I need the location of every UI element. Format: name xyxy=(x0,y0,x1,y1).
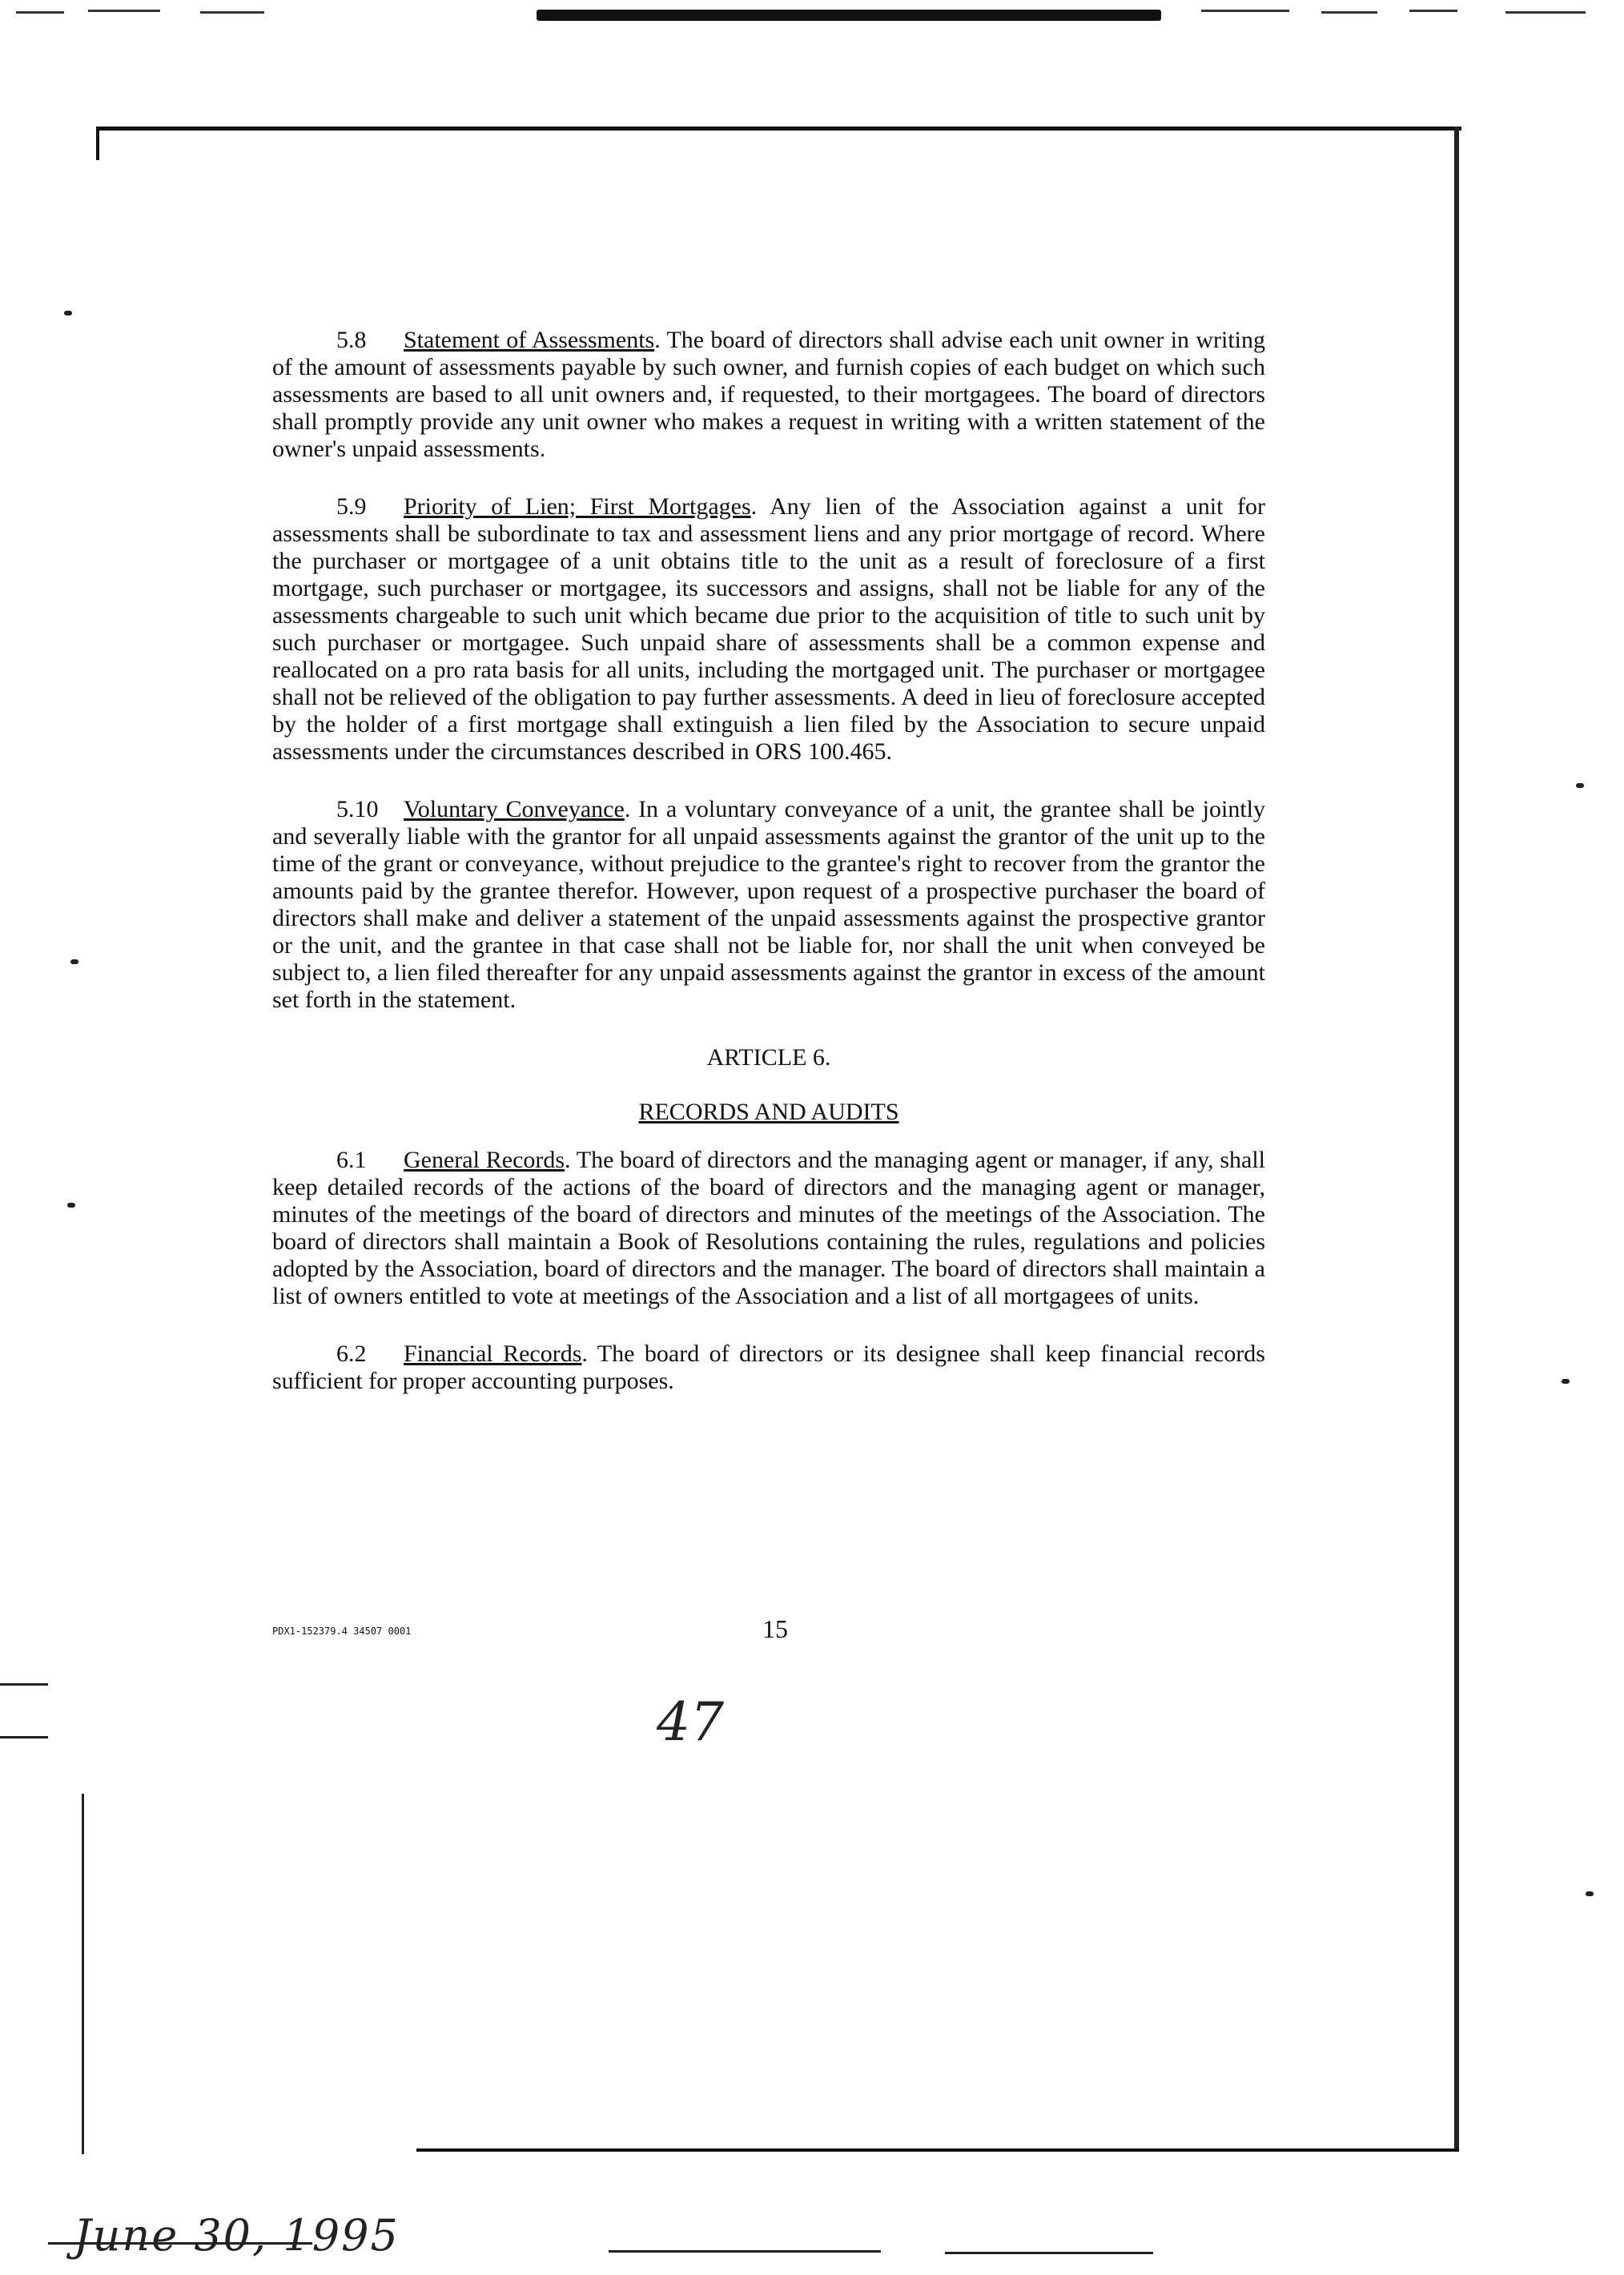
section-5-10 xyxy=(272,796,1265,1014)
section-number: 6.1 xyxy=(336,1147,367,1173)
scan-artifact-speck xyxy=(1576,783,1584,788)
scan-artifact-dash xyxy=(1505,11,1586,14)
section-text: . In a voluntary conveyance of a unit, the grantee shall be jointly and severally liable with the grantor for all unpaid assessments against the grantor of the unit up to the time of the grant or conveyance, without prejudice to the grantee's right to recover from the grantor the amounts paid by the grantee therefor. However, upon request of a prospective purchaser the board of directors shall make and deliver a statement of the unpaid assessments against the prospective grantor or the unit, and the grantee in that case shall not be liable for, nor shall the unit when conveyed be subject to, a lien filed thereafter for any unpaid assessments against the grantor in excess of the amount set forth in the statement. xyxy=(272,796,1265,1013)
scan-artifact-line xyxy=(0,1736,48,1738)
section-6-2 xyxy=(272,1340,1265,1395)
handwritten-date: June 30, 1995 xyxy=(74,2210,400,2261)
article-label: ARTICLE 6. xyxy=(706,1044,831,1071)
scan-artifact-dash xyxy=(1201,10,1289,12)
section-number: 5.8 xyxy=(336,327,367,353)
section-heading: Voluntary Conveyance xyxy=(404,796,625,822)
section-text: . The board of directors or its designee shall keep financial records sufficient for proper accounting purposes. xyxy=(272,1340,1265,1394)
scan-artifact-speck xyxy=(70,959,78,964)
section-heading: General Records xyxy=(404,1147,565,1173)
handwritten-page-mark: 47 xyxy=(657,1691,724,1753)
scan-artifact-dash xyxy=(16,11,64,14)
page-number: 15 xyxy=(762,1614,788,1643)
scan-artifact-speck xyxy=(1562,1379,1570,1384)
section-5-9 xyxy=(272,493,1265,766)
page-frame-bottom xyxy=(416,2148,1459,2152)
section-heading: Financial Records xyxy=(404,1340,582,1367)
section-number: 6.2 xyxy=(336,1340,367,1367)
page-frame-left xyxy=(96,127,99,160)
scan-artifact-line xyxy=(0,1683,48,1686)
document-body xyxy=(272,327,1265,1425)
section-6-1 xyxy=(272,1147,1265,1310)
section-number: 5.10 xyxy=(336,796,379,822)
scan-artifact-bar xyxy=(537,10,1161,21)
page-frame-top xyxy=(96,127,1461,131)
section-text: . The board of directors shall advise each unit owner in writing of the amount of assessments payable by such owner, and furnish copies of each budget on which such assessments are based to all unit owners and, if requested, to their mortgagees. The board of directors shall promptly provide any unit owner who makes a request in writing with a written statement of the owner's unpaid assessments. xyxy=(272,327,1265,462)
article-title: RECORDS AND AUDITS xyxy=(638,1099,899,1125)
scan-artifact-dash xyxy=(88,10,160,12)
scan-artifact-dash xyxy=(1321,11,1377,14)
scan-artifact-speck xyxy=(64,311,72,316)
section-text: . The board of directors and the managing agent or manager, if any, shall keep detailed records of the actions of the board of directors and the managing agent or manager, minutes of the meetings of the board of directors and minutes of the meetings of the Association. The board of directors shall maintain a Book of Resolutions containing the rules, regulations and policies adopted by the Association, board of directors and the manager. The board of directors shall maintain a list of owners entitled to vote at meetings of the Association and a list of all mortgagees of units. xyxy=(272,1147,1265,1309)
scan-artifact-line xyxy=(945,2252,1153,2254)
section-heading: Statement of Assessments xyxy=(404,327,655,353)
page-frame-right xyxy=(1454,127,1459,2148)
document-code: PDX1-152379.4 34507 0001 xyxy=(272,1626,412,1637)
section-5-8 xyxy=(272,327,1265,463)
scan-artifact-dash xyxy=(200,11,264,14)
section-text: . Any lien of the Association against a unit for assessments shall be subordinate to tax and assessment liens and any prior mortgage of record. Where the purchaser or mortgagee of a unit obtains title to the unit as a result of foreclosure of a first mortgage, such purchaser or mortgagee, its successors and assigns, shall not be liable for any of the assessments chargeable to such unit which became due prior to the acquisition of title to such unit by such purchaser or mortgagee. Such unpaid share of assessments shall be a common expense and reallocated on a pro rata basis for all units, including the mortgaged unit. The purchaser or mortgagee shall not be relieved of the obligation to pay further assessments. A deed in lieu of foreclosure accepted by the holder of a first mortgage shall extinguish a lien filed by the Association to secure unpaid assessments under the circumstances described in ORS 100.465. xyxy=(272,493,1266,765)
scan-artifact-line xyxy=(609,2250,881,2253)
scan-artifact-dash xyxy=(1409,10,1457,12)
section-heading: Priority of Lien; First Mortgages xyxy=(404,493,751,520)
scan-artifact-line xyxy=(82,1794,84,2154)
scan-artifact-speck xyxy=(67,1203,75,1208)
scan-artifact-speck xyxy=(1586,1891,1594,1896)
section-number: 5.9 xyxy=(336,493,367,520)
